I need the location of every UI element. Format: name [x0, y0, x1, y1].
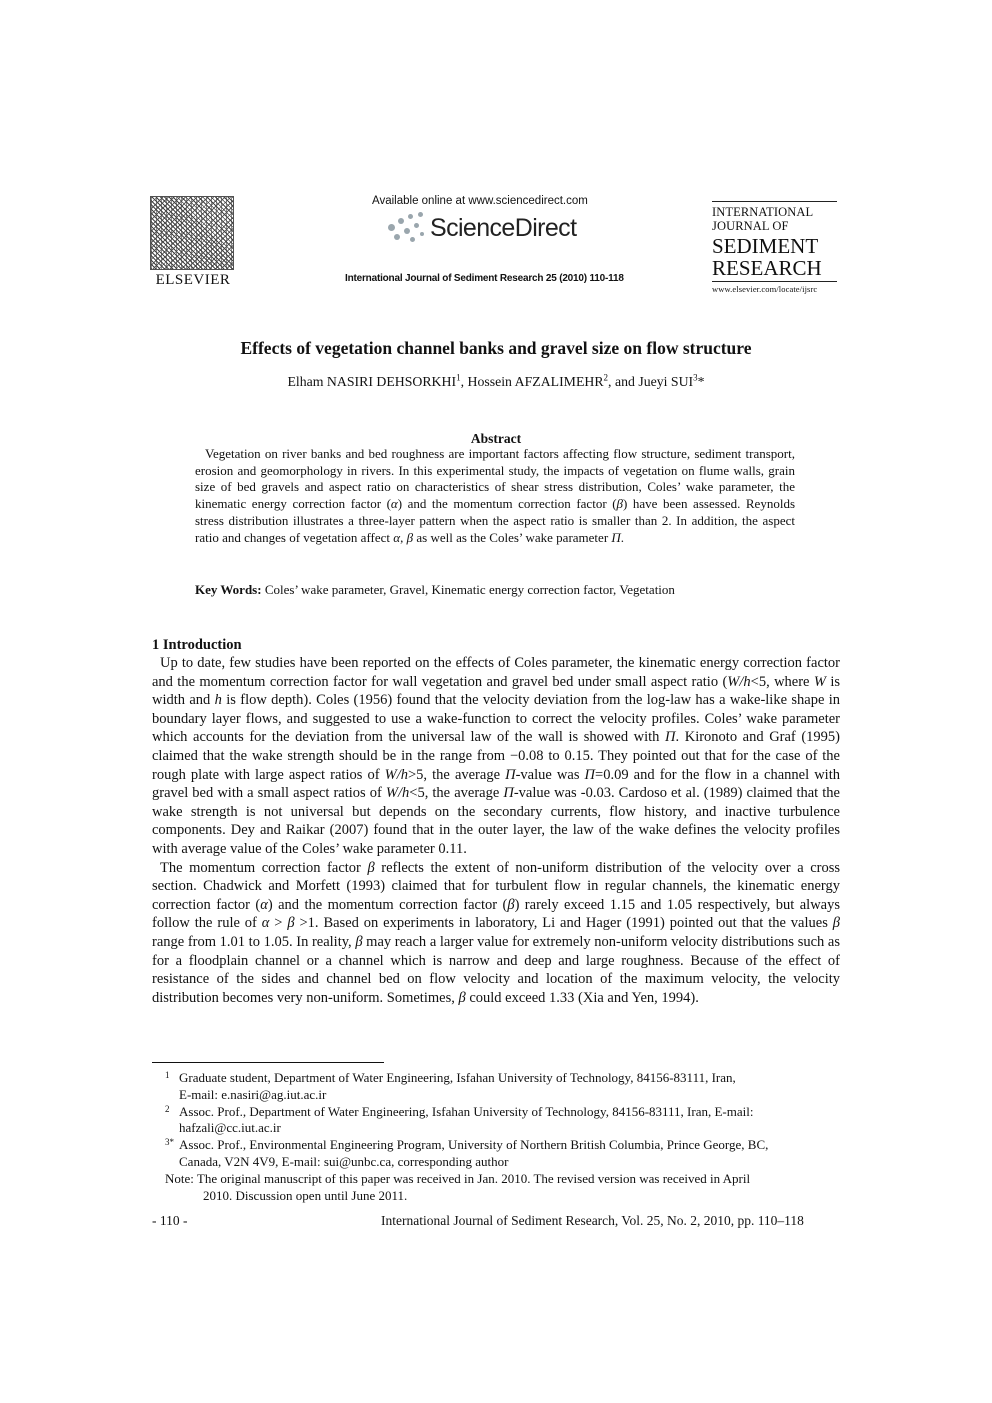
author-name: Hossein AFZALIMEHR — [467, 374, 604, 389]
keywords-label: Key Words: — [195, 582, 262, 597]
elsevier-logo — [150, 196, 236, 292]
footnote-1: 1 Graduate student, Department of Water Engineering, Isfahan University of Technology, 84156-83111, Iran, E-mail: e.nasiri@ag.iut.ac.ir — [165, 1070, 736, 1102]
journal-citation: International Journal of Sediment Research 25 (2010) 110-118 — [345, 273, 624, 284]
section-heading-introduction: 1 Introduction — [152, 637, 242, 653]
sciencedirect-logo — [384, 210, 576, 246]
journal-logo-line1: INTERNATIONAL — [712, 205, 814, 219]
keywords — [195, 582, 675, 598]
elsevier-wordmark: ELSEVIER — [155, 272, 231, 288]
author-mark: 2 — [603, 372, 609, 383]
available-online-text: Available online at www.sciencedirect.com — [372, 195, 588, 207]
journal-logo-url: www.elsevier.com/locate/ijsrc — [712, 284, 818, 294]
footnotes — [165, 1070, 845, 1204]
keywords-text: Coles’ wake parameter, Gravel, Kinematic energy correction factor, Vegetation — [264, 582, 675, 597]
paragraph: The momentum correction factor β reflects the extent of non-uniform distribution of the velocity over a cross section. Chadwick and Morfett (1993) claimed that for turbulent flow in regular channels, the kinematic energy correction factor (α) and the momentum correction factor (β) rarely exceed 1.15 and 1.05 respectively, but always follow the rule of α > β >1. Based on experiments in laboratory, Li and Hager (1991) pointed out that the values β range from 1.01 to 1.05. In reality, β may reach a larger value for extremely non-uniform velocity distributions such as for a floodplain channel or a channel which is narrow and deep and large roughness. Because of the effect of resistance of the sides and channel bed on flow velocity and location of the maximum velocity, the velocity distribution becomes very non-uniform. Sometimes, β could exceed 1.33 (Xia and Yen, 1994). — [152, 859, 840, 1006]
journal-logo-line3: SEDIMENT — [712, 234, 819, 258]
journal-logo-line2: JOURNAL OF — [712, 219, 789, 233]
footnote-2: 2 Assoc. Prof., Department of Water Engineering, Isfahan University of Technology, 84156-83111, Iran, E-mail: hafzali@cc.iut.ac.ir — [165, 1103, 754, 1136]
running-footer: International Journal of Sediment Research, Vol. 25, No. 2, 2010, pp. 110–118 — [381, 1213, 804, 1228]
footnote-3: 3* Assoc. Prof., Environmental Engineering Program, University of Northern British Columbia, Prince George, BC, Canada, V2N 4V9, E-mail: sui@unbc.ca, corresponding author — [165, 1137, 769, 1169]
footnote-divider — [152, 1062, 384, 1063]
author-name: Elham NASIRI DEHSORKHI — [287, 374, 457, 389]
journal-logo — [712, 201, 839, 294]
elsevier-tree-icon — [150, 196, 234, 270]
page-number: - 110 - — [152, 1213, 188, 1228]
manuscript-note: Note: The original manuscript of this paper was received in Jan. 2010. The revised version was received in April 2010. Discussion open until June 2011. — [165, 1170, 751, 1203]
author-mark: 3 — [693, 372, 698, 383]
abstract-heading: Abstract — [470, 431, 522, 446]
author-list: Elham NASIRI DEHSORKHI$^1$, Hossein AFZALIMEHR$^2$, and Jueyi SUI$^3$* — [287, 372, 705, 389]
author-mark: 1 — [456, 372, 461, 383]
author-name: Jueyi SUI — [638, 374, 694, 389]
sciencedirect-dots-icon — [384, 210, 428, 246]
introduction-body — [152, 654, 840, 1007]
sciencedirect-wordmark: ScienceDirect — [430, 213, 577, 242]
paper-title: Effects of vegetation channel banks and gravel size on flow structure — [240, 338, 752, 358]
journal-logo-line4: RESEARCH — [712, 256, 822, 280]
abstract-body: Vegetation on river banks and bed roughness are important factors affecting flow structure, sediment transport, erosion and geomorphology in rivers. In this experimental study, the impacts of vegetation on flume walls, grain size of bed gravels and aspect ratio on characteristics of shear stress distribution, Coles’ wake parameter, the kinematic energy correction factor (α) and the momentum correction factor (β) have been assessed. Reynolds stress distribution illustrates a three-layer pattern when the aspect ratio is smaller than 2. In addition, the aspect ratio and changes of vegetation affect α, β as well as the Coles’ wake parameter Π. — [195, 446, 796, 545]
paragraph: Up to date, few studies have been reported on the effects of Coles parameter, the kinematic energy correction factor and the momentum correction factor for wall vegetation and gravel bed under small aspect ratio (W/h<5, where W is width and h is flow depth). Coles (1956) found that the velocity deviation from the log-law has a wake-like shape in boundary layer flows, and suggested to use a wake-function to correct the velocity profiles. Coles’ wake parameter which accounts for the deviation from the universal law of the wall is showed with Π. Kironoto and Graf (1995) claimed that the wake strength should be in the range from −0.08 to 0.15. They pointed out that for the case of the rough plate with large aspect ratios of W/h>5, the average Π-value was Π=0.09 and for the flow in a channel with gravel bed with a small aspect ratios of W/h<5, the average Π-value was -0.03. Cardoso et al. (1989) claimed that the wake strength is not universal but depends on the secondary currents, flow history, and inactive turbulence components. Dey and Raikar (2007) found that in the outer layer, the law of the wake defines the velocity profiles with average value of the Coles’ wake parameter 0.11. — [152, 655, 840, 857]
